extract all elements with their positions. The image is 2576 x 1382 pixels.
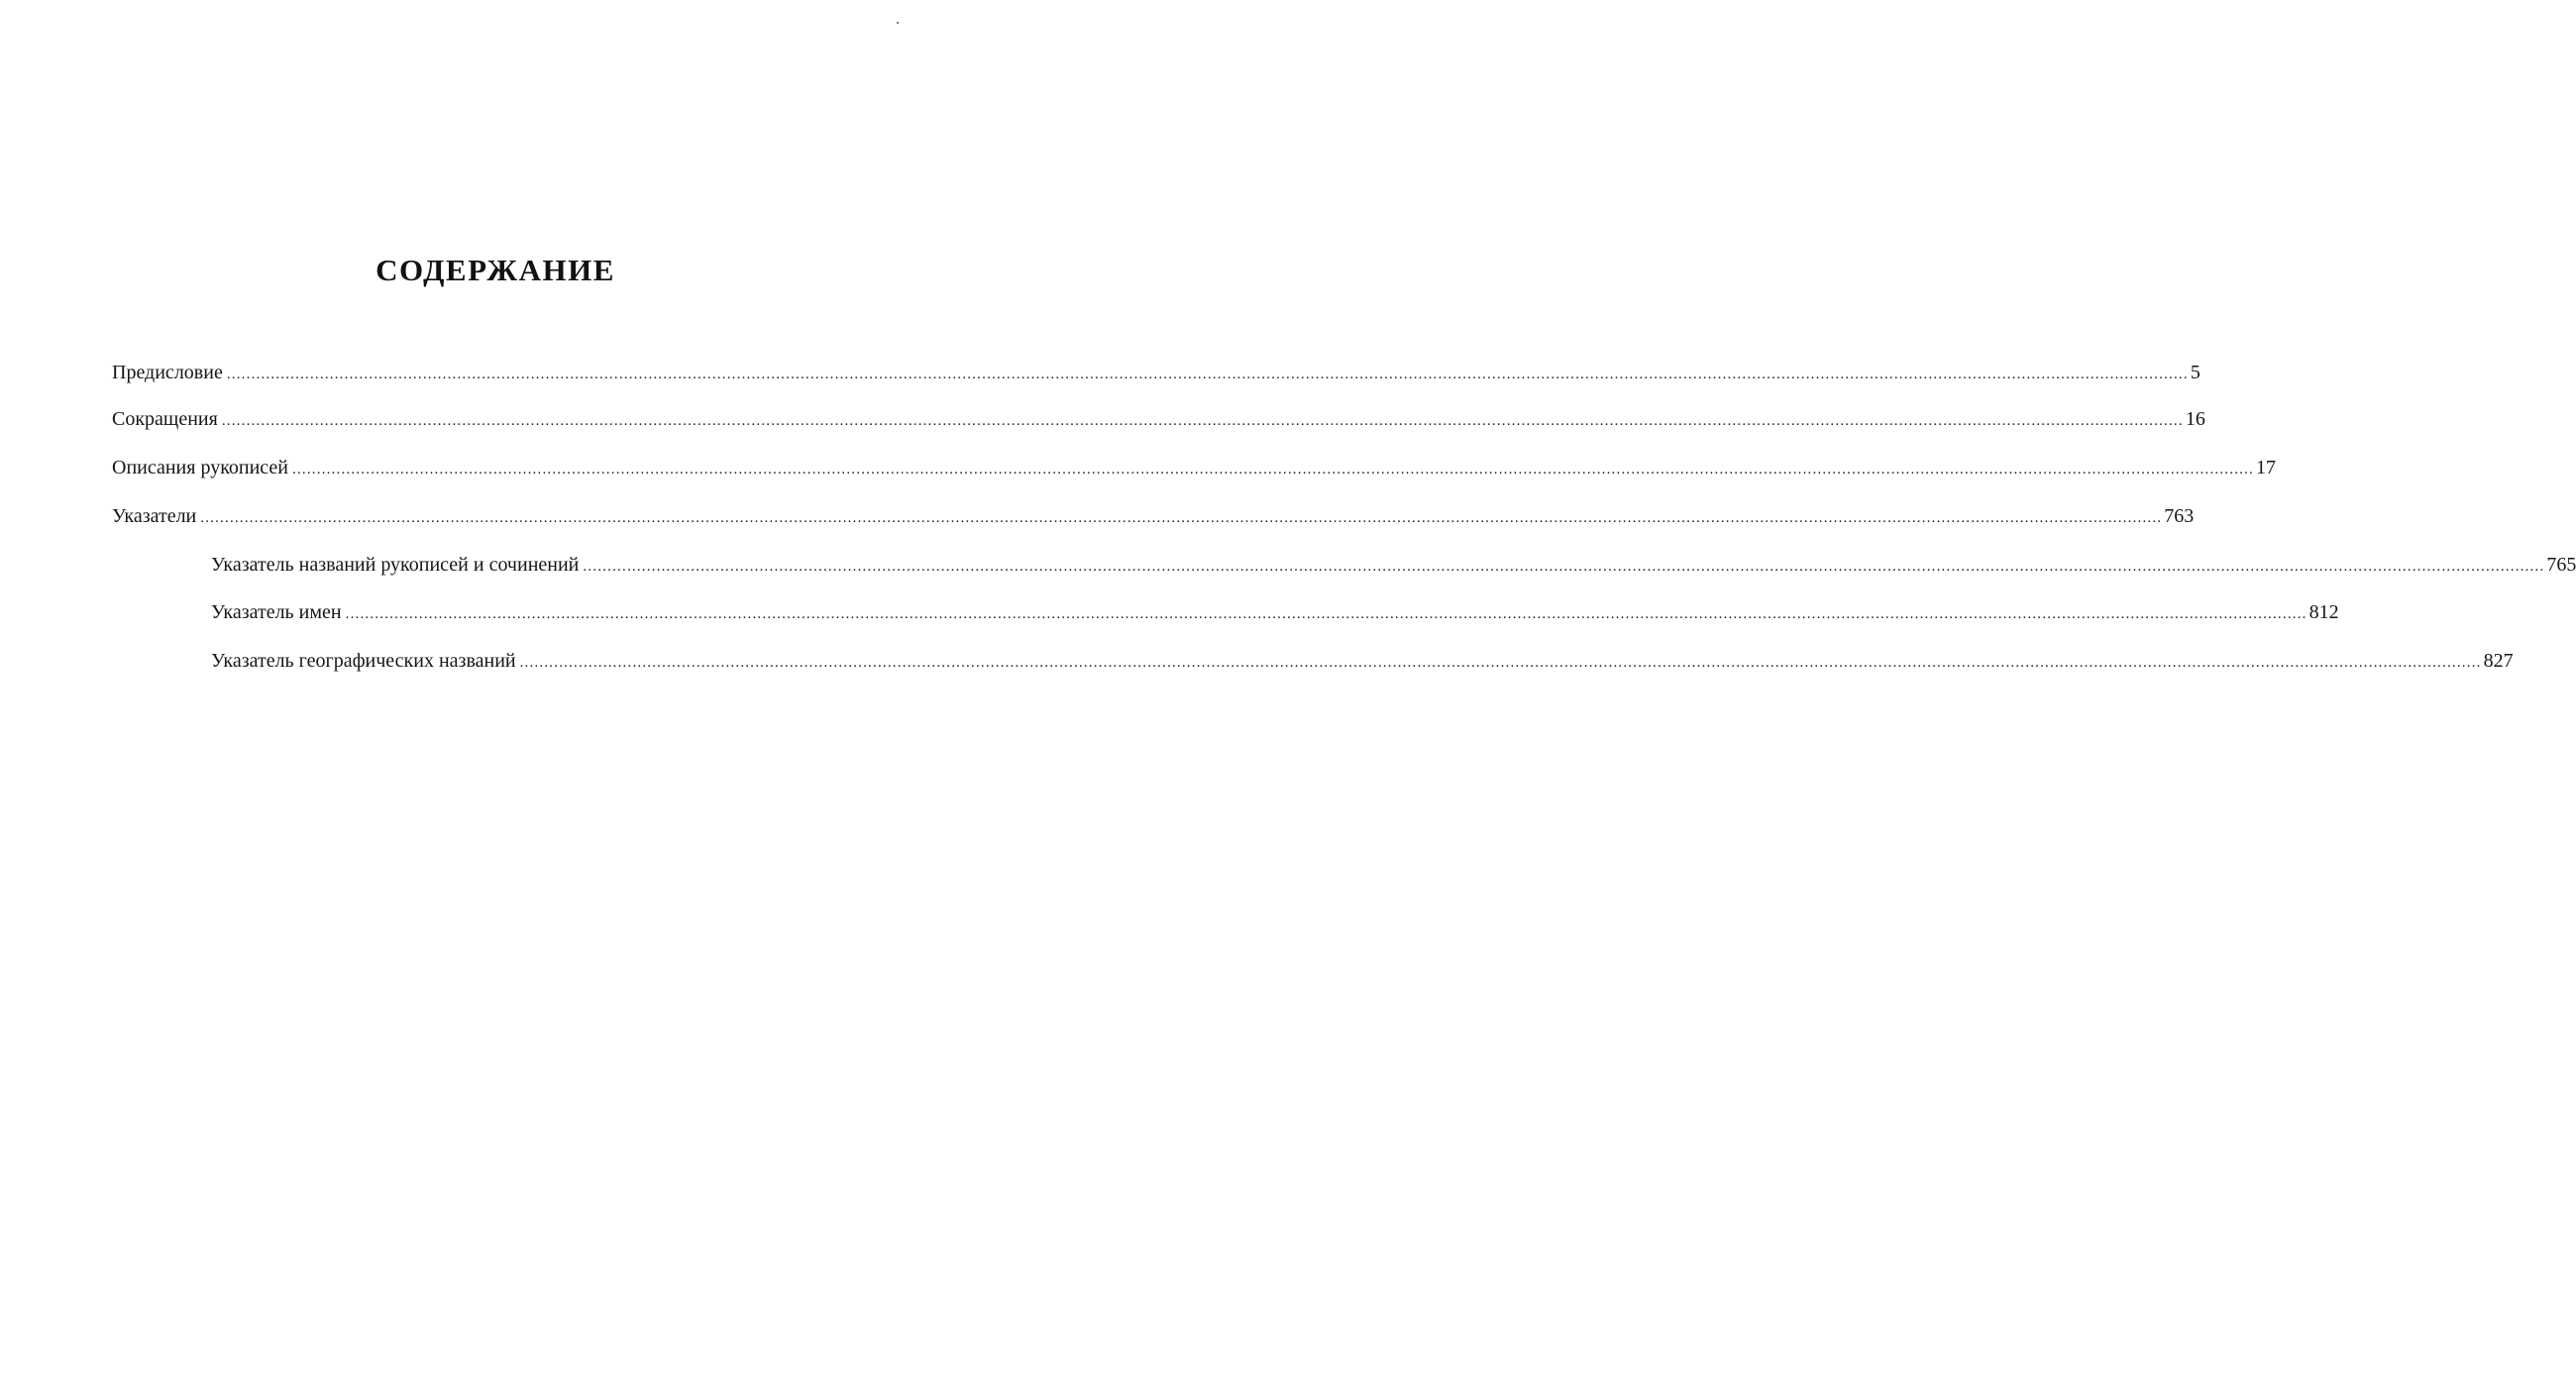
toc-entry-label: Сокращения xyxy=(112,408,218,430)
toc-entry-label: Описания рукописей xyxy=(112,457,288,478)
toc-entry-page: 812 xyxy=(2308,601,2339,623)
toc-entry-index-names xyxy=(211,598,2339,626)
dot-leader: ................................................................................................................................................................................................................................................................................................................................................................................................................ xyxy=(583,559,2545,575)
dot-leader: ................................................................................................................................................................................................................................................................................................................................................................................................................ xyxy=(226,367,2189,382)
toc-entry-page: 763 xyxy=(2164,505,2195,527)
page-title: СОДЕРЖАНИЕ xyxy=(376,253,615,287)
toc-entry-index-titles xyxy=(211,551,2576,579)
toc-entry-abbreviations xyxy=(112,405,2205,433)
toc-entry-label: Указатель названий рукописей и сочинений xyxy=(211,554,580,576)
toc-entry-preface xyxy=(112,359,2200,386)
toc-entry-label: Предисловие xyxy=(112,362,223,383)
toc-entry-label: Указатель имен xyxy=(211,601,342,623)
toc-entry-index-geographic xyxy=(211,647,2514,675)
dot-leader: ................................................................................................................................................................................................................................................................................................................................................................................................................ xyxy=(200,510,2163,526)
toc-entry-label: Указатель географических названий xyxy=(211,650,516,672)
dot-leader: ................................................................................................................................................................................................................................................................................................................................................................................................................ xyxy=(292,462,2254,478)
toc-entry-page: 5 xyxy=(2190,362,2200,383)
dot-leader: ................................................................................................................................................................................................................................................................................................................................................................................................................ xyxy=(345,606,2308,622)
toc-entry-page: 827 xyxy=(2483,650,2514,672)
toc-entry-page: 17 xyxy=(2256,457,2276,478)
scan-speck xyxy=(897,22,899,24)
toc-entry-page: 16 xyxy=(2185,408,2205,430)
toc-entry-manuscript-descriptions xyxy=(112,454,2276,481)
toc-entry-page: 765 xyxy=(2546,554,2576,576)
dot-leader: ................................................................................................................................................................................................................................................................................................................................................................................................................ xyxy=(519,655,2482,671)
toc-entry-indexes xyxy=(112,502,2195,530)
toc-entry-label: Указатели xyxy=(112,505,197,527)
dot-leader: ................................................................................................................................................................................................................................................................................................................................................................................................................ xyxy=(221,413,2184,429)
